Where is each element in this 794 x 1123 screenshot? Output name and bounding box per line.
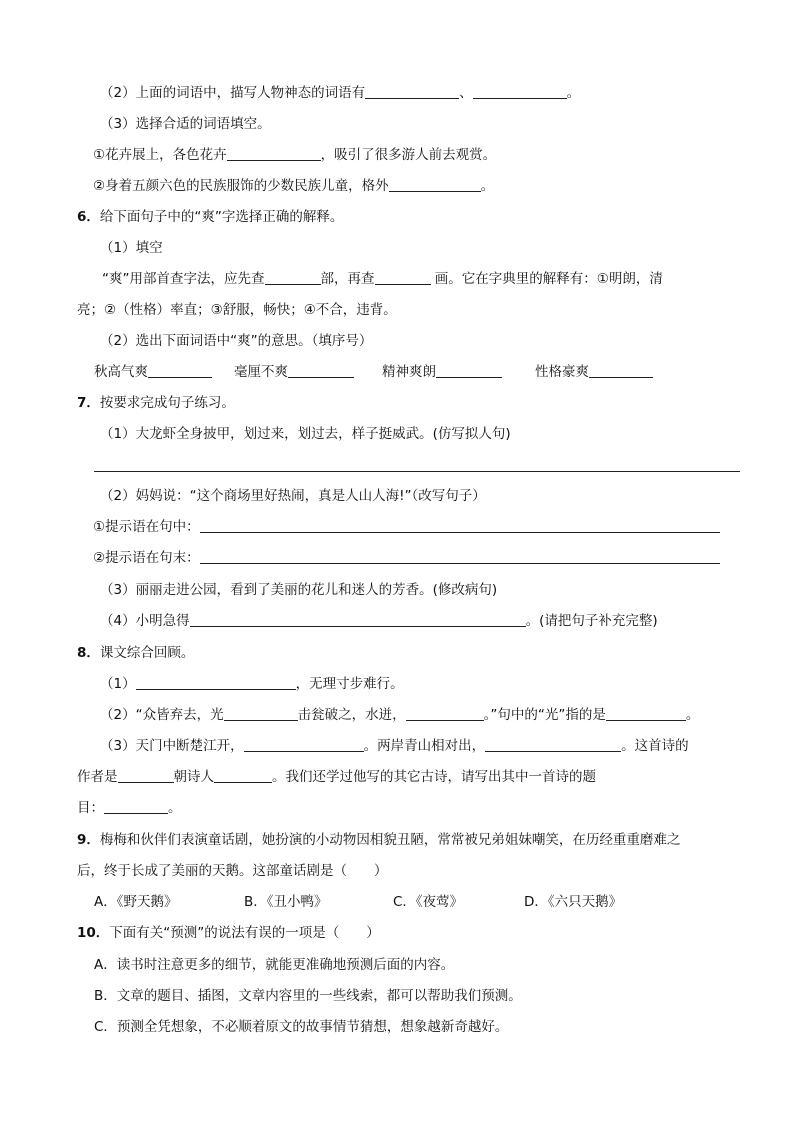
- answer-blank[interactable]: [265, 269, 321, 285]
- q7-opt2: ②提示语在句末：: [93, 548, 720, 568]
- answer-blank[interactable]: [244, 736, 364, 752]
- answer-blank[interactable]: [227, 145, 321, 161]
- q6-word-1: 秋高气爽: [94, 362, 212, 382]
- answer-blank[interactable]: [200, 517, 720, 533]
- answer-blank[interactable]: [589, 362, 653, 378]
- q7-opt1: ①提示语在句中：: [93, 517, 720, 537]
- q8-sub3-line3: 目： 。: [77, 800, 182, 816]
- answer-blank[interactable]: [288, 362, 354, 378]
- answer-blank[interactable]: [190, 611, 526, 627]
- q7-sub3: （3）丽丽走进公园，看到了美丽的花儿和迷人的芳香。(修改病句): [100, 582, 498, 598]
- answer-blank[interactable]: [389, 176, 481, 192]
- answer-blank[interactable]: [118, 767, 174, 783]
- question-7-stem: 7．按要求完成句子练习。: [77, 395, 235, 411]
- answer-blank[interactable]: [606, 705, 686, 721]
- question-9-stem-line2: 后，终于长成了美丽的天鹅。这部童话剧是（ ）: [77, 863, 388, 879]
- answer-blank[interactable]: [200, 548, 720, 564]
- q9-option-d[interactable]: D．《六只天鹅》: [524, 894, 623, 910]
- q9-option-b[interactable]: B．《丑小鸭》: [244, 894, 328, 910]
- question-6-stem: 6．给下面句子中的“爽”字选择正确的解释。: [77, 209, 344, 225]
- q9-option-c[interactable]: C．《夜莺》: [393, 894, 464, 910]
- q5-sub2: （2）上面的词语中，描写人物神态的词语有 、 。: [100, 85, 581, 101]
- answer-blank[interactable]: [375, 269, 431, 285]
- answer-blank[interactable]: [436, 362, 502, 378]
- answer-blank[interactable]: [148, 362, 212, 378]
- q6-word-3: 精神爽朗: [382, 362, 502, 382]
- q9-option-a[interactable]: A．《野天鹅》: [94, 894, 178, 910]
- q10-option-b[interactable]: B．文章的题目、插图，文章内容里的一些线索，都可以帮助我们预测。: [94, 988, 522, 1004]
- q8-sub1: （1） ，无理寸步难行。: [100, 676, 404, 692]
- answer-blank[interactable]: [224, 705, 298, 721]
- q7-sub4: （4）小明急得 。(请把句子补充完整): [100, 613, 658, 629]
- q8-sub3-line2: 作者是 朝诗人 。我们还学过他写的其它古诗，请写出其中一首诗的题: [77, 769, 596, 785]
- answer-blank[interactable]: [406, 705, 484, 721]
- answer-line[interactable]: [94, 471, 740, 472]
- question-10-stem: 10．下面有关“预测”的说法有误的一项是（ ）: [77, 925, 380, 941]
- q5-item1: ①花卉展上，各色花卉 ，吸引了很多游人前去观赏。: [93, 147, 497, 163]
- answer-blank[interactable]: [473, 83, 567, 99]
- answer-blank[interactable]: [136, 674, 296, 690]
- answer-blank[interactable]: [365, 83, 459, 99]
- q6-word-2: 毫厘不爽: [234, 362, 354, 382]
- q10-option-c[interactable]: C．预测全凭想象，不必顺着原文的故事情节猜想，想象越新奇越好。: [94, 1019, 509, 1035]
- q8-sub3-line1: （3）天门中断楚江开， 。两岸青山相对出， 。这首诗的: [100, 738, 689, 754]
- question-8-stem: 8．课文综合回顾。: [77, 645, 195, 661]
- q5-sub3: （3）选择合适的词语填空。: [100, 116, 271, 132]
- q6-para-line2: 亮；②（性格）率直；③舒服，畅快；④不合，违背。: [77, 302, 397, 318]
- answer-blank[interactable]: [104, 798, 168, 814]
- q8-sub2: （2）“众皆弃去，光 击瓮破之，水迸， 。”句中的“光”指的是 。: [100, 707, 700, 723]
- answer-blank[interactable]: [214, 767, 272, 783]
- q6-sub2: （2）选出下面词语中“爽”的意思。（填序号）: [100, 333, 373, 349]
- q7-sub2: （2）妈妈说：“这个商场里好热闹，真是人山人海!”（改写句子）: [100, 488, 486, 504]
- question-9-stem-line1: 9．梅梅和伙伴们表演童话剧，她扮演的小动物因相貌丑陋，常常被兄弟姐妹嘲笑，在历经重重磨难之: [77, 832, 681, 848]
- q6-para-line1: “爽”用部首查字法，应先查 部，再查 画。它在字典里的解释有：①明朗，清: [102, 271, 663, 287]
- q10-option-a[interactable]: A．读书时注意更多的细节，就能更准确地预测后面的内容。: [94, 957, 455, 973]
- q7-sub1: （1）大龙虾全身披甲，划过来，划过去，样子挺威武。(仿写拟人句): [100, 426, 511, 442]
- q6-word-4: 性格豪爽: [535, 362, 653, 382]
- answer-blank[interactable]: [485, 736, 621, 752]
- q6-sub1: （1）填空: [100, 240, 163, 256]
- q5-item2: ②身着五颜六色的民族服饰的少数民族儿童，格外 。: [93, 178, 495, 194]
